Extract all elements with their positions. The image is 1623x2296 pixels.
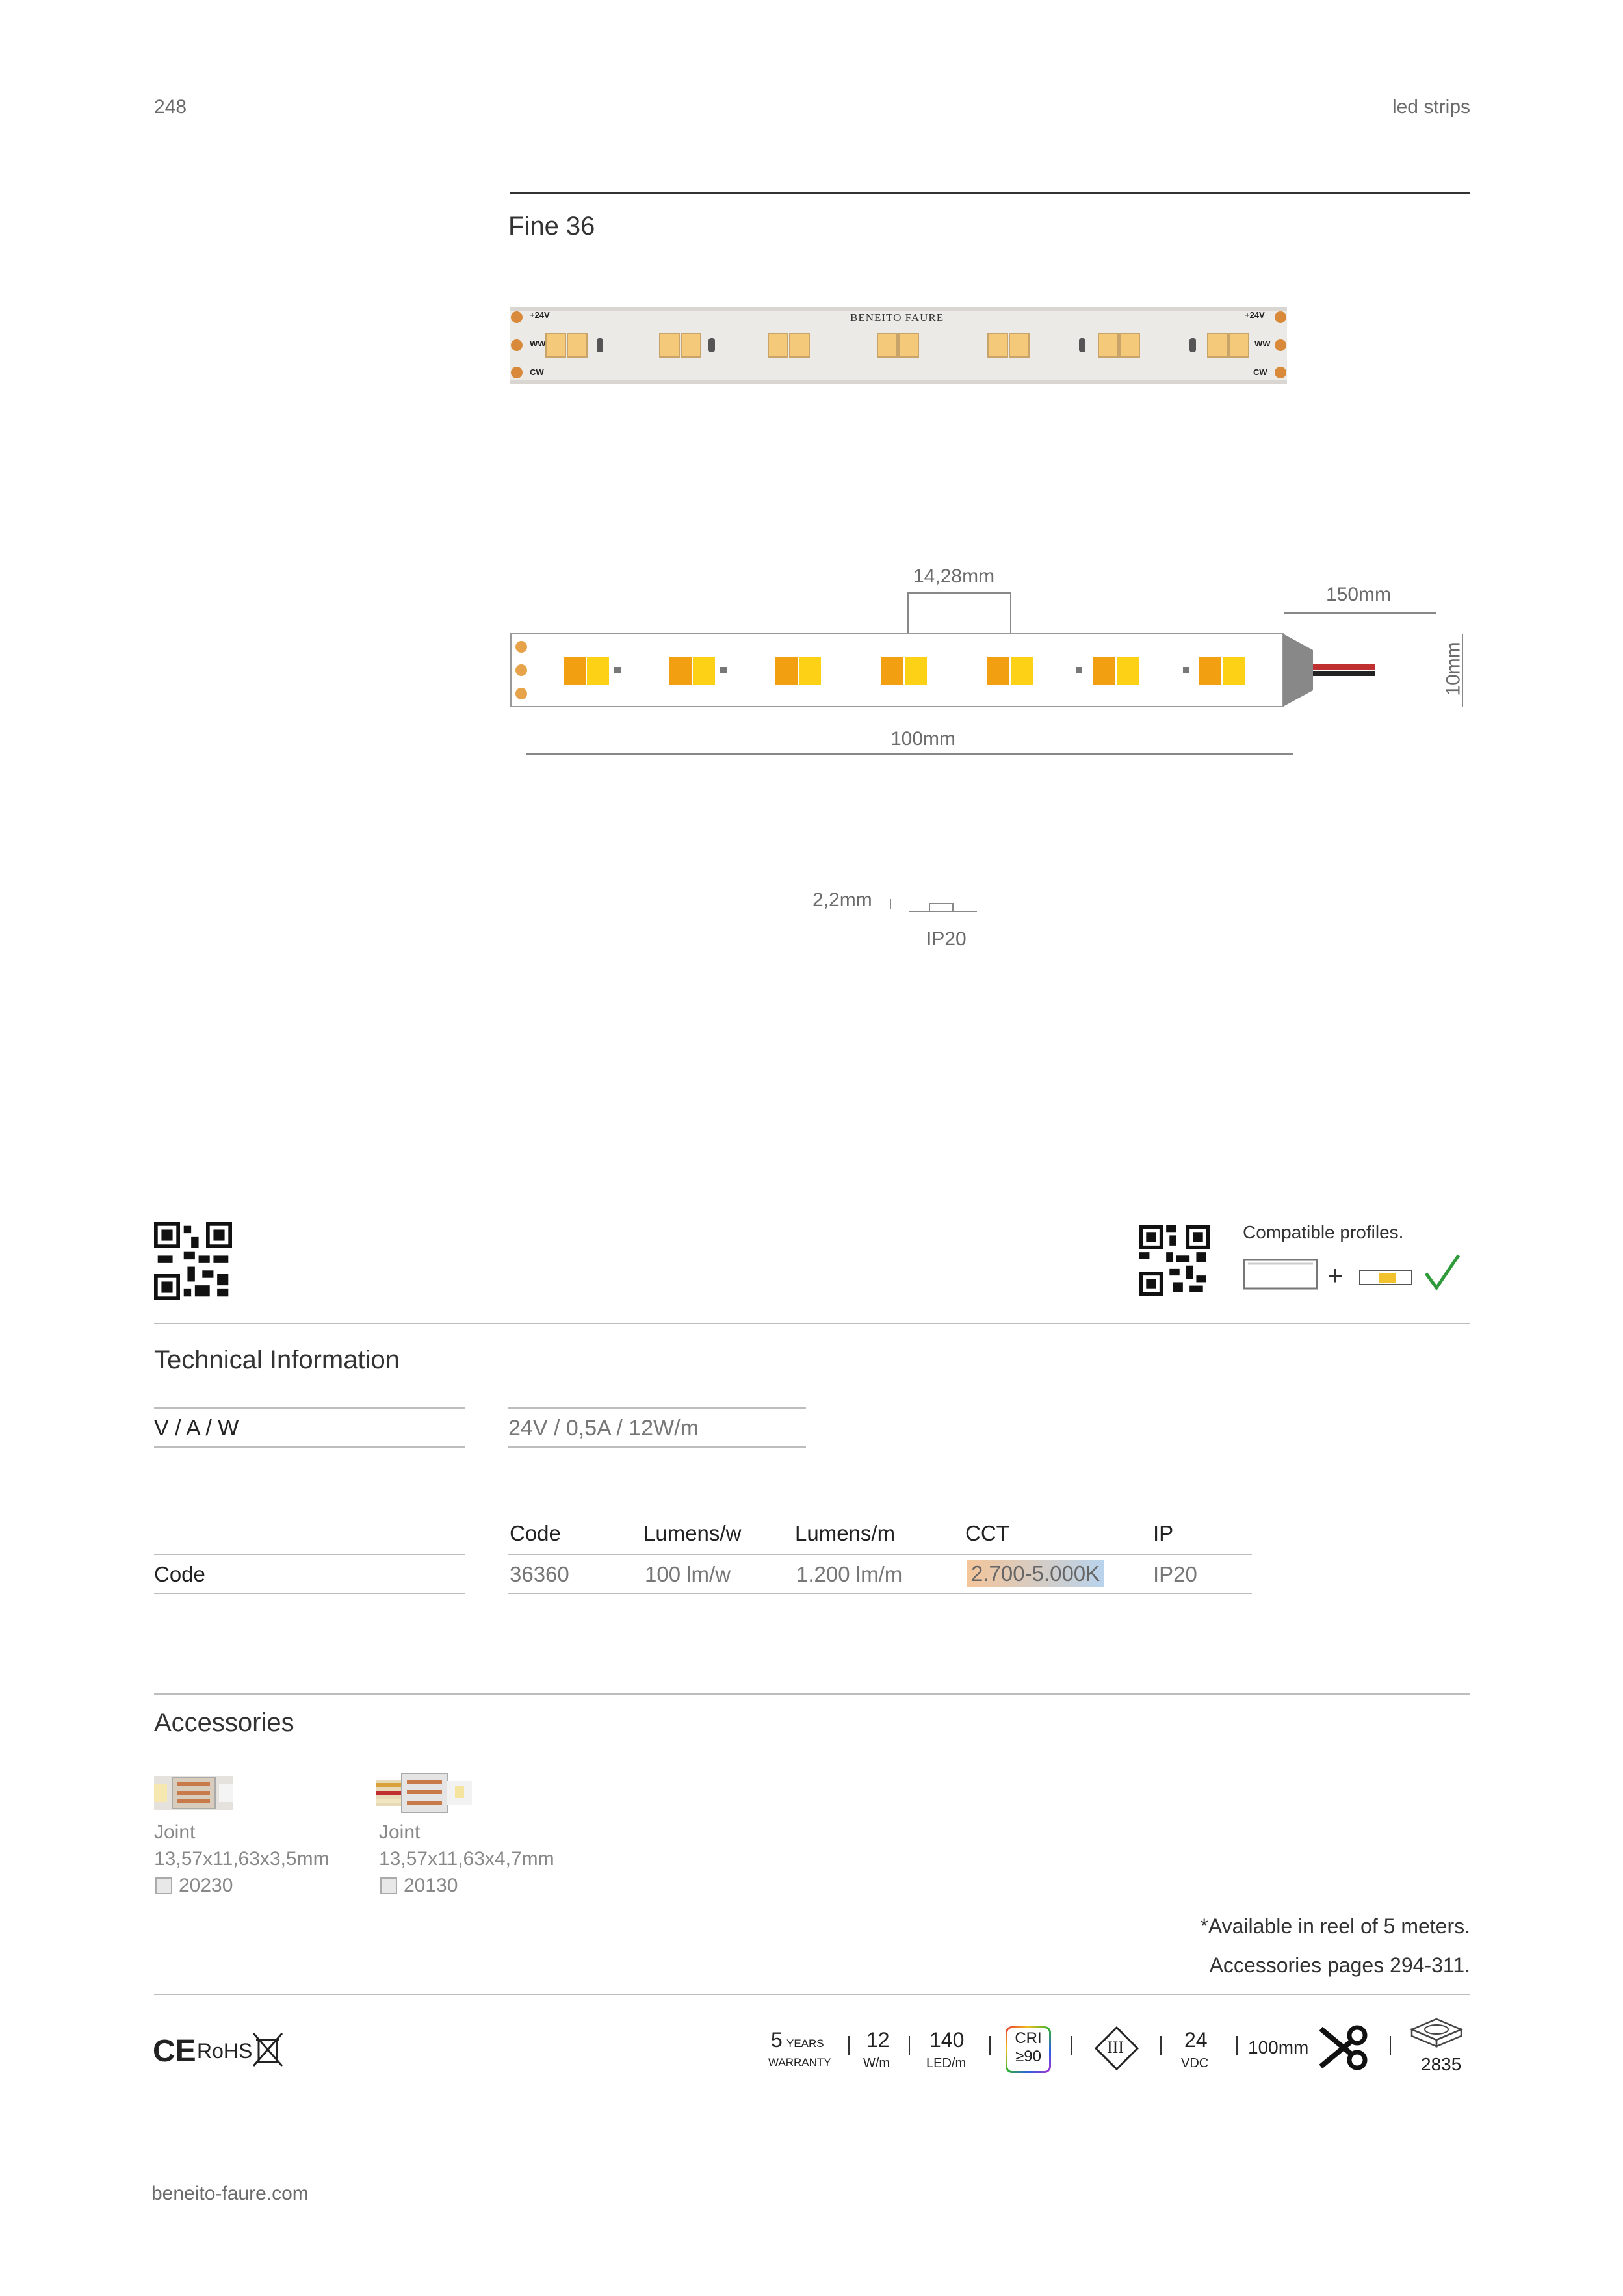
note-pages: Accessories pages 294-311. <box>1209 1953 1470 1977</box>
acc1-code: 20230 <box>179 1875 233 1896</box>
separator-4 <box>1071 2036 1072 2055</box>
compatible-plus: + <box>1327 1260 1344 1290</box>
dim-cable: 150mm <box>1326 584 1392 605</box>
cell-cct: 2.700-5.000K <box>967 1560 1104 1587</box>
vaw-label: V / A / W <box>154 1416 239 1441</box>
col-ip: IP <box>1153 1521 1174 1545</box>
table-rule-bottom-left <box>154 1593 465 1594</box>
ip-rating-label: IP20 <box>926 928 967 950</box>
notes-rule <box>154 1994 1470 1995</box>
separator-7 <box>1390 2036 1391 2055</box>
warranty-label: WARRANTY <box>768 2056 831 2068</box>
strip-label-ww-right: WW <box>1254 339 1271 348</box>
warranty-number: 5 <box>771 2028 783 2052</box>
volt-unit: VDC <box>1181 2056 1209 2070</box>
vaw-value: 24V / 0,5A / 12W/m <box>508 1416 699 1441</box>
accessories-title: Accessories <box>154 1708 294 1737</box>
strip-photo <box>510 307 1287 384</box>
rohs-label: RoHS <box>197 2039 253 2063</box>
cri-badge <box>1006 2026 1051 2073</box>
warranty-years: YEARS <box>786 2037 824 2050</box>
table-rule-top-right <box>508 1554 1252 1555</box>
joint-image-1 <box>154 1769 233 1816</box>
strip-mini-icon <box>1358 1268 1413 1287</box>
cell-lumens-w: 100 lm/w <box>645 1562 731 1586</box>
cell-ip: IP20 <box>1153 1562 1197 1586</box>
thickness-diagram <box>889 894 980 920</box>
dim-thickness: 2,2mm <box>812 889 872 911</box>
product-title: Fine 36 <box>508 212 595 241</box>
chip-label: 2835 <box>1421 2054 1462 2074</box>
col-cct: CCT <box>965 1521 1009 1545</box>
dim-pitch: 14,28mm <box>913 566 995 587</box>
dim-length: 100mm <box>890 728 956 750</box>
cri-bottom: ≥90 <box>1015 2048 1041 2065</box>
vaw-rule-bottom-left <box>154 1446 465 1448</box>
vaw-rule-top-right <box>508 1407 806 1409</box>
strip-label-cw-right: CW <box>1253 367 1267 377</box>
qr-code-right[interactable] <box>1139 1225 1210 1296</box>
ce-mark: CE <box>153 2034 196 2068</box>
qr-code-left[interactable] <box>154 1222 232 1300</box>
section-name: led strips <box>1392 96 1470 118</box>
website[interactable]: beneito-faure.com <box>151 2183 309 2204</box>
strip-label-24v-left: +24V <box>530 310 550 320</box>
compatible-label: Compatible profiles. <box>1243 1222 1404 1242</box>
cell-lumens-m: 1.200 lm/m <box>796 1562 903 1586</box>
cut-length: 100mm <box>1248 2037 1309 2057</box>
table-rule-top-left <box>154 1554 465 1555</box>
vaw-rule-bottom-right <box>508 1446 806 1448</box>
volt-value: 24 <box>1184 2028 1208 2052</box>
acc2-dims: 13,57x11,63x4,7mm <box>379 1848 554 1870</box>
weee-bin-icon <box>252 2031 283 2070</box>
separator-5 <box>1160 2036 1162 2055</box>
separator-1 <box>848 2036 850 2055</box>
dim-height: 10mm <box>1442 642 1464 696</box>
cell-code: 36360 <box>510 1562 569 1586</box>
separator-2 <box>909 2036 910 2055</box>
tech-title: Technical Information <box>154 1346 400 1374</box>
strip-label-cw-left: CW <box>530 367 544 377</box>
watts-unit: W/m <box>863 2056 890 2070</box>
acc1-checkbox[interactable] <box>155 1877 172 1894</box>
title-rule <box>510 192 1470 194</box>
leds-unit: LED/m <box>926 2056 967 2070</box>
acc2-checkbox[interactable] <box>380 1877 397 1894</box>
accessories-rule <box>154 1693 1470 1695</box>
watts-value: 12 <box>866 2028 890 2052</box>
cri-top: CRI <box>1015 2029 1042 2047</box>
acc2-code: 20130 <box>404 1875 458 1896</box>
profile-icon <box>1241 1256 1319 1292</box>
acc2-name: Joint <box>379 1821 421 1843</box>
strip-brand: BENEITO FAURE <box>850 311 944 324</box>
scissors-icon <box>1318 2025 1370 2070</box>
col-code: Code <box>510 1521 561 1545</box>
strip-diagram <box>510 566 1472 761</box>
page-number: 248 <box>154 96 187 118</box>
checkmark-icon <box>1423 1251 1461 1293</box>
acc1-dims: 13,57x11,63x3,5mm <box>154 1848 330 1870</box>
note-reel: *Available in reel of 5 meters. <box>1200 1914 1470 1938</box>
strip-label-ww-left: WW <box>530 339 546 348</box>
strip-label-24v-right: +24V <box>1245 310 1265 320</box>
tech-top-rule <box>154 1323 1470 1324</box>
separator-6 <box>1236 2036 1238 2055</box>
table-rule-bottom-right <box>508 1593 1252 1594</box>
col-lumens-m: Lumens/m <box>795 1521 896 1545</box>
leds-value: 140 <box>929 2028 965 2052</box>
chip-2835-icon <box>1409 2016 1464 2050</box>
acc1-name: Joint <box>154 1821 196 1843</box>
col-lumens-w: Lumens/w <box>643 1521 742 1545</box>
joint-image-2 <box>376 1767 472 1819</box>
code-row-label: Code <box>154 1562 205 1586</box>
vaw-rule-top-left <box>154 1407 465 1409</box>
class-iii-label: III <box>1107 2038 1124 2057</box>
separator-3 <box>989 2036 991 2055</box>
